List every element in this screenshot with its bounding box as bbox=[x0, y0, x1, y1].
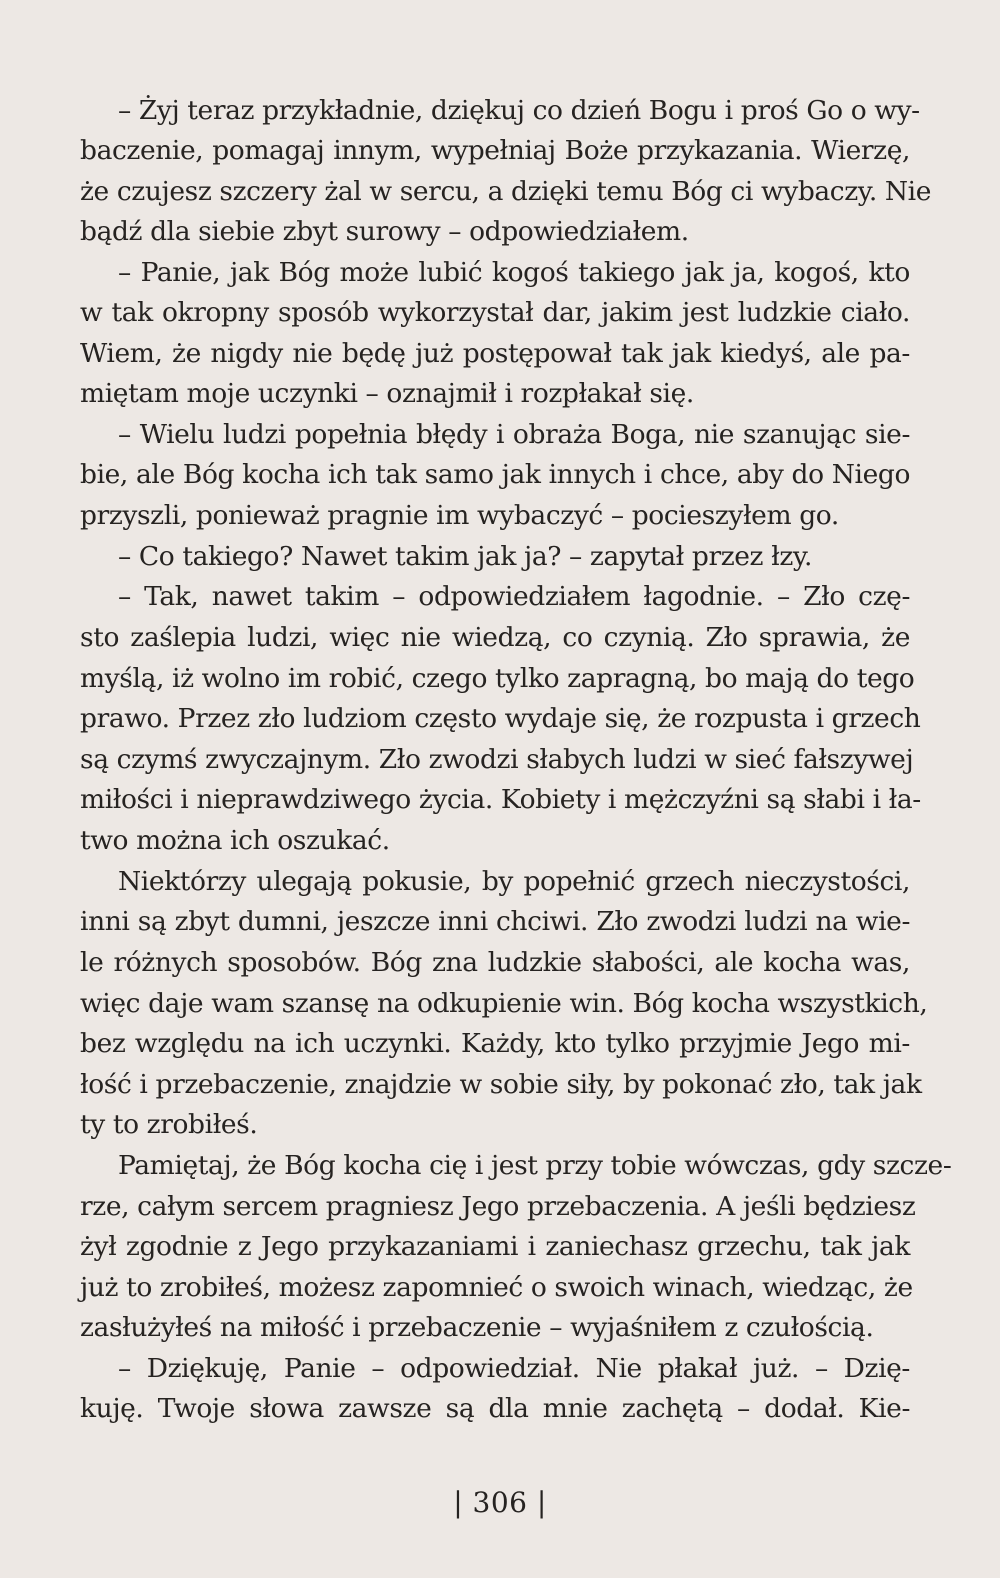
text-line: ty to zrobiłeś. bbox=[80, 1109, 258, 1140]
text-line: – Co takiego? Nawet takim jak ja? – zapytał przez łzy. bbox=[118, 541, 812, 572]
text-line: miętam moje uczynki – oznajmił i rozpłakał się. bbox=[80, 378, 694, 409]
text-line: przyszli, ponieważ pragnie im wybaczyć – pocieszyłem go. bbox=[80, 500, 839, 531]
text-line: – Wielu ludzi popełnia błędy i obraża Boga, nie szanując sie- bbox=[118, 419, 910, 450]
text-line: – Żyj teraz przykładnie, dziękuj co dzień Bogu i proś Go o wy- bbox=[118, 95, 920, 126]
text-line: – Tak, nawet takim – odpowiedziałem łagodnie. – Zło czę- bbox=[118, 581, 910, 612]
text-line: Niektórzy ulegają pokusie, by popełnić grzech nieczystości, bbox=[118, 866, 910, 897]
text-line: – Panie, jak Bóg może lubić kogoś takiego jak ja, kogoś, kto bbox=[118, 257, 910, 288]
text-line: myślą, iż wolno im robić, czego tylko zapragną, bo mają do tego bbox=[80, 663, 915, 694]
text-line: le różnych sposobów. Bóg zna ludzkie słabości, ale kocha was, bbox=[80, 947, 910, 978]
text-line: Pamiętaj, że Bóg kocha cię i jest przy tobie wówczas, gdy szcze- bbox=[118, 1150, 952, 1181]
text-line: bądź dla siebie zbyt surowy – odpowiedziałem. bbox=[80, 216, 689, 247]
text-line: łość i przebaczenie, znajdzie w sobie siły, by pokonać zło, tak jak bbox=[80, 1069, 922, 1100]
text-line: w tak okropny sposób wykorzystał dar, jakim jest ludzkie ciało. bbox=[80, 297, 910, 328]
page-number: | 306 | bbox=[453, 1486, 547, 1519]
text-line: że czujesz szczery żal w sercu, a dzięki temu Bóg ci wybaczy. Nie bbox=[80, 176, 932, 207]
text-line: więc daje wam szansę na odkupienie win. Bóg kocha wszystkich, bbox=[80, 988, 928, 1019]
text-line: zasłużyłeś na miłość i przebaczenie – wyjaśniłem z czułością. bbox=[80, 1312, 874, 1343]
text-line: żył zgodnie z Jego przykazaniami i zaniechasz grzechu, tak jak bbox=[80, 1231, 910, 1262]
text-line: inni są zbyt dumni, jeszcze inni chciwi. Zło zwodzi ludzi na wie- bbox=[80, 906, 910, 937]
text-line: kuję. Twoje słowa zawsze są dla mnie zachętą – dodał. Kie- bbox=[80, 1393, 910, 1424]
text-line: już to zrobiłeś, możesz zapomnieć o swoich winach, wiedząc, że bbox=[80, 1272, 913, 1303]
text-line: – Dziękuję, Panie – odpowiedział. Nie płakał już. – Dzię- bbox=[118, 1353, 910, 1384]
text-line: two można ich oszukać. bbox=[80, 825, 390, 856]
text-line: sto zaślepia ludzi, więc nie wiedzą, co czynią. Zło sprawia, że bbox=[80, 622, 910, 653]
text-line: baczenie, pomagaj innym, wypełniaj Boże przykazania. Wierzę, bbox=[80, 135, 910, 166]
text-line: bie, ale Bóg kocha ich tak samo jak innych i chce, aby do Niego bbox=[80, 459, 910, 490]
text-line: miłości i nieprawdziwego życia. Kobiety i mężczyźni są słabi i ła- bbox=[80, 784, 921, 815]
text-line: bez względu na ich uczynki. Każdy, kto tylko przyjmie Jego mi- bbox=[80, 1028, 910, 1059]
text-line: są czymś zwyczajnym. Zło zwodzi słabych ludzi w sieć fałszywej bbox=[80, 744, 914, 775]
text-line: prawo. Przez zło ludziom często wydaje się, że rozpusta i grzech bbox=[80, 703, 921, 734]
text-line: rze, całym sercem pragniesz Jego przebaczenia. A jeśli będziesz bbox=[80, 1191, 916, 1222]
text-line: Wiem, że nigdy nie będę już postępował tak jak kiedyś, ale pa- bbox=[80, 338, 910, 369]
